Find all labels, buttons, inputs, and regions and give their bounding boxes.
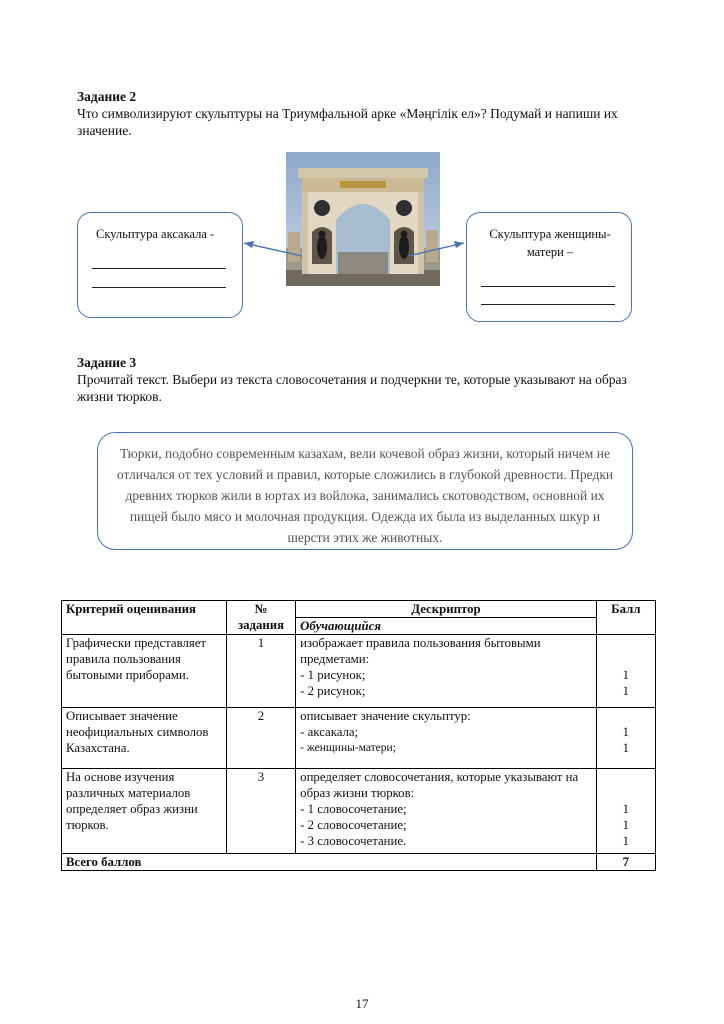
descriptor-cell: определяет словосочетания, которые указывают на образ жизни тюрков: - 1 словосочетание; - 2 словосочетание; - 3 словосочетание.	[296, 769, 597, 854]
score-cell: 1 1 1	[596, 769, 655, 854]
answer-line[interactable]	[481, 286, 615, 287]
task3-text: Прочитай текст. Выбери из текста словосочетания и подчеркни те, которые указывают на образ жизни тюрков.	[77, 372, 627, 404]
criterion-cell: Графически представляет правила пользования бытовыми приборами.	[62, 635, 227, 708]
task-number-cell: 2	[226, 708, 295, 769]
task-number-cell: 1	[226, 635, 295, 708]
criterion-cell: Описывает значение неофициальных символов Казахстана.	[62, 708, 227, 769]
task2-text: Что символизируют скульптуры на Триумфальной арке «Мәңгілік ел»? Подумай и напиши их значение.	[77, 106, 618, 138]
header-score: Балл	[596, 601, 655, 635]
task-number-cell: 3	[226, 769, 295, 854]
total-row	[62, 854, 656, 871]
assessment-table	[61, 600, 656, 871]
criterion-cell: На основе изучения различных материалов определяет образ жизни тюрков.	[62, 769, 227, 854]
left-bubble-label: Скульптура аксакала -	[96, 227, 215, 241]
total-label: Всего баллов	[62, 854, 597, 871]
descriptor-cell: описывает значение скульптур: - аксакала; - женщины-матери;	[296, 708, 597, 769]
descriptor-cell: изображает правила пользования бытовыми предметами: - 1 рисунок; - 2 рисунок;	[296, 635, 597, 708]
task3-title: Задание 3	[77, 355, 137, 370]
header-descriptor: Дескриптор	[296, 601, 597, 618]
left-answer-bubble	[77, 212, 243, 318]
right-bubble-label-line1: Скульптура женщины-	[489, 227, 611, 241]
table-row	[62, 635, 656, 708]
page-number: 17	[355, 996, 369, 1011]
score-cell: 1 1	[596, 635, 655, 708]
right-answer-bubble	[466, 212, 632, 322]
right-bubble-label-line2: матери –	[526, 245, 574, 259]
score-cell: 1 1	[596, 708, 655, 769]
answer-line[interactable]	[481, 304, 615, 305]
connector-arrows	[240, 230, 470, 260]
answer-line[interactable]	[92, 268, 226, 269]
answer-line[interactable]	[92, 287, 226, 288]
table-row	[62, 769, 656, 854]
student-label: Обучающийся	[296, 618, 597, 635]
table-row	[62, 708, 656, 769]
triumphal-arch-image	[286, 152, 440, 286]
total-value: 7	[596, 854, 655, 871]
task2-title: Задание 2	[77, 89, 137, 104]
reading-passage[interactable]: Тюрки, подобно современным казахам, вели кочевой образ жизни, который ничем не отличался от тех условий и правил, которые сложились в глубокой древности. Предки древних тюрков жили в юртах из войлока, занимались скотоводством, основной их пищей было мясо и молочная продукция. Одежда их была из выделанных шкур и шерсти этих же животных.	[97, 432, 633, 550]
header-criterion: Критерий оценивания	[62, 601, 227, 635]
header-task-number: № задания	[226, 601, 295, 635]
